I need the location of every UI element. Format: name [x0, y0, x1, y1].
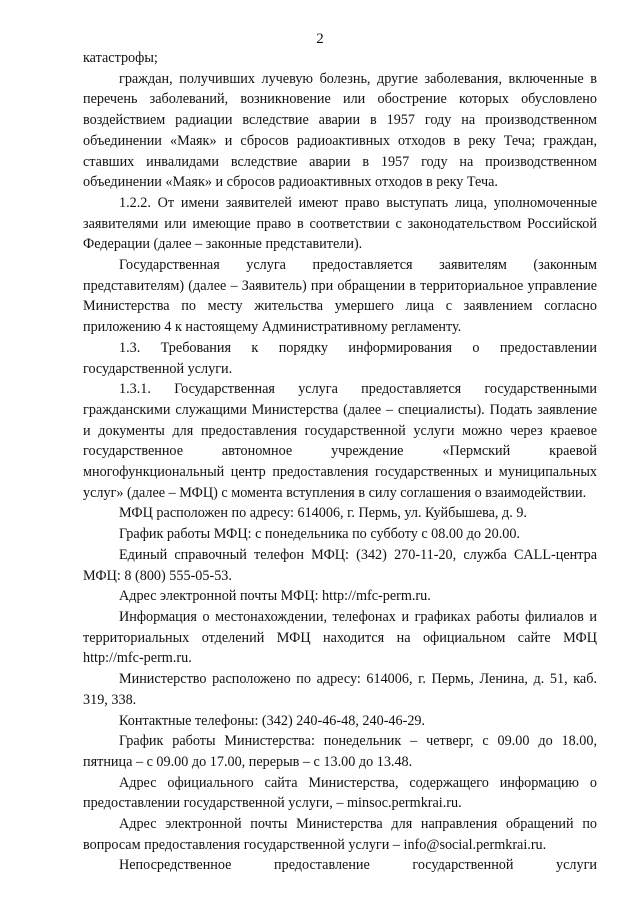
paragraph-mfc-schedule: График работы МФЦ: с понедельника по субботу с 08.00 до 20.00.: [119, 526, 520, 543]
paragraph-mfc-phone: Единый справочный телефон МФЦ: (342) 270-11-20, служба CALL-центра МФЦ: 8 (800) 555-05-53.: [83, 546, 597, 584]
paragraph-ministry-website: Адрес официального сайта Министерства, содержащего информацию о предоставлении государственной услуги, – minsoc.permkrai.ru.: [83, 774, 597, 812]
page-number: 2: [316, 31, 324, 47]
paragraph-ministry-address: Министерство расположено по адресу: 614006, г. Пермь, Ленина, д. 51, каб. 319, 338.: [83, 671, 597, 708]
paragraph-direct-provision: Непосредственное предоставление государственной услуги: [119, 857, 597, 874]
paragraph-continuation: катастрофы;: [83, 50, 158, 66]
paragraph-mfc-email: Адрес электронной почты МФЦ: http://mfc-perm.ru.: [119, 588, 431, 605]
paragraph-ministry-schedule: График работы Министерства: понедельник – четверг, с 09.00 до 18.00, пятница – с 09.00 до 17.00, перерыв – с 13.00 до 13.48.: [83, 733, 597, 770]
paragraph-1-2-2: 1.2.2. От имени заявителей имеют право выступать лица, уполномоченные заявителями или имеющие право в соответствии с законодательством Российской Федерации (далее – законные представители).: [83, 194, 597, 253]
paragraph-radiation-victims: граждан, получивших лучевую болезнь, другие заболевания, включенные в перечень заболеваний, возникновение или обострение которых обусловлено воздействием радиации вследствие аварии в 1957 году на производственном объединении «Маяк» и сбросов радиоактивных отходов в реку Теча; граждан, ставших инвалидами вследствие аварии в 1957 году на производственном объединении «Маяк» и сбросов радиоактивных отходов в реку Теча.: [83, 70, 597, 191]
paragraph-ministry-email: Адрес электронной почты Министерства для направления обращений по вопросам предоставления государственной услуги – info@social.permkrai.ru.: [83, 816, 597, 853]
paragraph-1-3-1: 1.3.1. Государственная услуга предоставляется государственными гражданскими служащими Министерства (далее – специалисты). Подать заявление и документы для предоставления государственной услуги можно через краевое государственное автономное учреждение «Пермский краевой многофункциональный центр предоставления государственных и муниципальных услуг» (далее – МФЦ) с момента вступления в силу соглашения о взаимодействии.: [83, 381, 597, 501]
paragraph-mfc-address: МФЦ расположен по адресу: 614006, г. Пермь, ул. Куйбышева, д. 9.: [119, 505, 527, 522]
paragraph-mfc-branches: Информация о местонахождении, телефонах и графиках работы филиалов и территориальных отделений МФЦ находится на официальном сайте МФЦ http://mfc-perm.ru.: [83, 608, 597, 667]
paragraph-1-3: 1.3. Требования к порядку информирования о предоставлении государственной услуги.: [83, 339, 597, 377]
paragraph-ministry-phones: Контактные телефоны: (342) 240-46-48, 240-46-29.: [119, 712, 426, 729]
document-body: [83, 48, 597, 876]
paragraph-service-provision: Государственная услуга предоставляется заявителям (законным представителям) (далее – Заявитель) при обращении в территориальное управление Министерства по месту жительства умершего лица с заявлением согласно приложению 4 к настоящему Административному регламенту.: [83, 257, 597, 336]
